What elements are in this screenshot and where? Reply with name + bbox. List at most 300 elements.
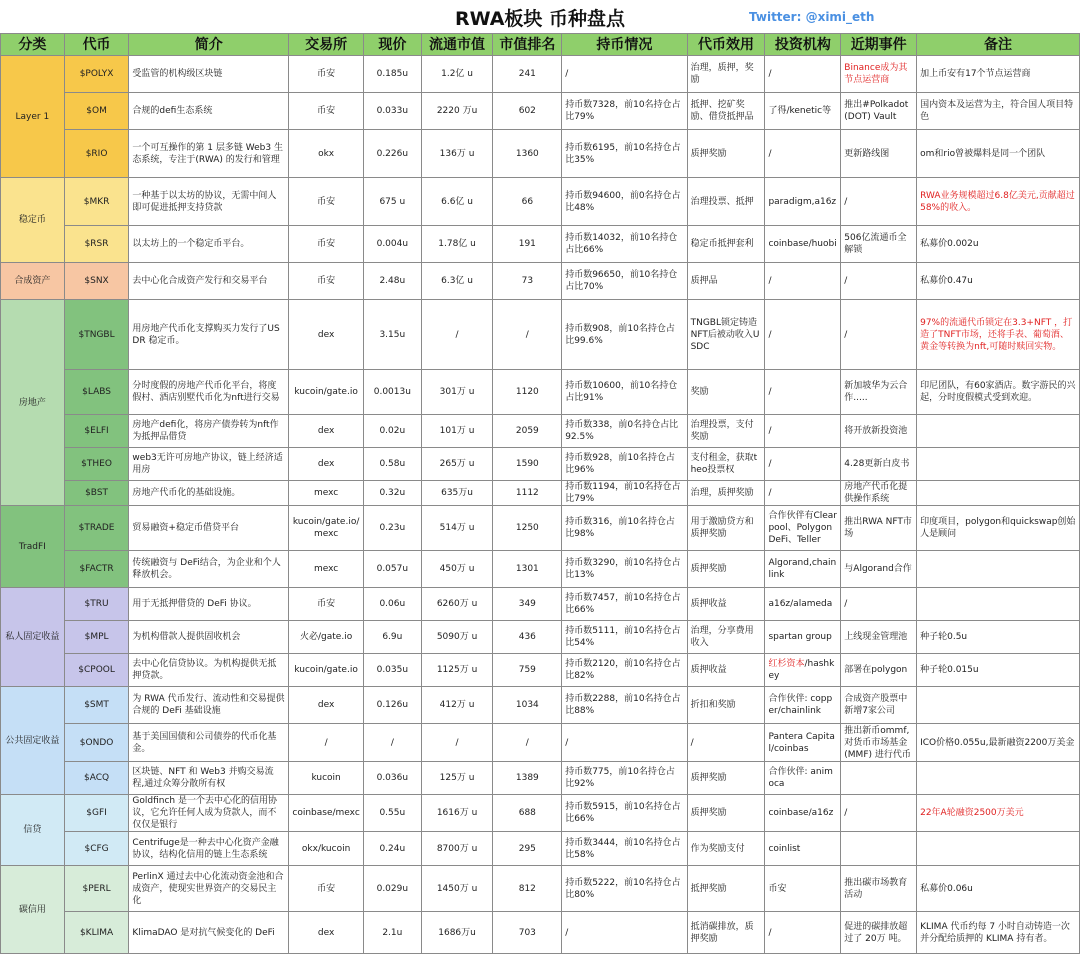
exchange-cell: mexc [289,551,364,588]
market-cap-cell: 1450万 u [421,866,493,912]
token-cell: $PERL [64,866,129,912]
price-cell: 0.02u [364,415,422,448]
token-cell: $BST [64,481,129,506]
intro-cell: KlimaDAO 是对抗气候变化的 DeFi [129,912,289,954]
rank-cell: 73 [493,263,562,300]
token-cell: $TNGBL [64,300,129,370]
note-cell [917,762,1080,795]
utility-cell: 用于激励贷方和质押奖励 [687,506,765,551]
holding-cell: 持币数775，前10名持仓占比92% [562,762,687,795]
intro-cell: 分时度假的房地产代币化平台，将度假村、酒店别墅代币化为nft进行交易 [129,370,289,415]
table-row [1,795,1080,832]
investor-cell: 了得/kenetic等 [765,93,841,130]
holding-cell: / [562,724,687,762]
investor-cell: 合作伙伴有Clearpool、Polygon DeFi、Teller [765,506,841,551]
price-cell: 0.226u [364,130,422,178]
col-header-event: 近期事件 [841,34,917,56]
holding-cell: 持币数14032，前10名持仓占比66% [562,226,687,263]
utility-cell: 治理，质押奖励 [687,481,765,506]
event-cell: 促进的碳排放超过了 20万 吨。 [841,912,917,954]
market-cap-cell: 8700万 u [421,832,493,866]
rank-cell: 436 [493,621,562,654]
intro-cell: 去中心化信贷协议。为机构提供无抵押贷款。 [129,654,289,687]
intro-cell: web3无许可房地产协议，链上经济适用房 [129,448,289,481]
price-cell: 0.0013u [364,370,422,415]
event-cell: 推出碳市场教育活动 [841,866,917,912]
intro-cell: 一个可互操作的第 1 层多链 Web3 生态系统，专注于(RWA) 的发行和管理 [129,130,289,178]
token-cell: $MPL [64,621,129,654]
investor-cell: / [765,370,841,415]
price-cell: 0.06u [364,588,422,621]
exchange-cell: dex [289,448,364,481]
price-cell: 0.126u [364,687,422,724]
utility-cell: 质押奖励 [687,795,765,832]
exchange-cell: dex [289,912,364,954]
holding-cell: 持币数2288，前10名持仓占比88% [562,687,687,724]
holding-cell: 持币数5915，前10名持仓占比66% [562,795,687,832]
investor-rest: /hashkey [768,659,835,681]
price-cell: 2.48u [364,263,422,300]
rank-cell: 688 [493,795,562,832]
exchange-cell: 币安 [289,866,364,912]
intro-cell: 为 RWA 代币发行、流动性和交易提供合规的 DeFi 基础设施 [129,687,289,724]
intro-cell: 以太坊上的一个稳定币平台。 [129,226,289,263]
market-cap-cell: 301万 u [421,370,493,415]
note-cell: 私募价0.06u [917,866,1080,912]
price-cell: 0.004u [364,226,422,263]
price-cell: 0.057u [364,551,422,588]
holding-cell: 持币数2120，前10名持仓占比82% [562,654,687,687]
market-cap-cell: 1.78亿 u [421,226,493,263]
col-header-intro: 简介 [129,34,289,56]
price-cell: 3.15u [364,300,422,370]
holding-cell: 持币数7457，前10名持仓占比66% [562,588,687,621]
token-cell: $ACQ [64,762,129,795]
utility-cell: 质押奖励 [687,130,765,178]
table-row [1,226,1080,263]
note-cell: 种子轮0.5u [917,621,1080,654]
intro-cell: 用于无抵押借贷的 DeFi 协议。 [129,588,289,621]
note-cell [917,687,1080,724]
event-cell: 推出#Polkadot (DOT) Vault [841,93,917,130]
rank-cell: 295 [493,832,562,866]
token-cell: $POLYX [64,56,129,93]
holding-cell: 持币数908，前10名持仓占比99.6% [562,300,687,370]
rank-cell: 1112 [493,481,562,506]
market-cap-cell: 412万 u [421,687,493,724]
table-row [1,762,1080,795]
holding-cell: 持币数1194，前10名持仓占比79% [562,481,687,506]
exchange-cell: okx/kucoin [289,832,364,866]
market-cap-cell: 1125万 u [421,654,493,687]
investor-cell: coinbase/a16z [765,795,841,832]
note-cell [917,832,1080,866]
table-row [1,687,1080,724]
rank-cell: 2059 [493,415,562,448]
category-cell: 房地产 [1,300,65,506]
note-cell: 加上币安有17个节点运营商 [917,56,1080,93]
token-table [0,33,1080,954]
investor-cell: spartan group [765,621,841,654]
exchange-cell: 币安 [289,178,364,226]
note-cell: om和rio曾被爆料是同一个团队 [917,130,1080,178]
exchange-cell: kucoin [289,762,364,795]
note-cell: 私募价0.002u [917,226,1080,263]
token-cell: $KLIMA [64,912,129,954]
exchange-cell: coinbase/mexc [289,795,364,832]
event-cell: 新加坡华为云合作..... [841,370,917,415]
event-cell: / [841,178,917,226]
holding-cell: 持币数6195，前10名持仓占比35% [562,130,687,178]
market-cap-cell: 635万u [421,481,493,506]
investor-cell: 币安 [765,866,841,912]
note-cell: 国内资本及运营为主，符合国人项目特色 [917,93,1080,130]
token-cell: $ELFI [64,415,129,448]
event-cell [841,832,917,866]
utility-cell: 质押收益 [687,588,765,621]
note-cell: 印度项目，polygon和quickswap创始人是顾问 [917,506,1080,551]
rank-cell: 602 [493,93,562,130]
category-cell: 碳信用 [1,866,65,954]
investor-cell: a16z/alameda [765,588,841,621]
rank-cell: 1301 [493,551,562,588]
utility-cell: 质押品 [687,263,765,300]
investor-cell: paradigm,a16z [765,178,841,226]
token-cell: $RSR [64,226,129,263]
twitter-handle[interactable]: Twitter: @ximi_eth [749,10,875,24]
event-cell: / [841,795,917,832]
event-cell: 推出RWA NFT市场 [841,506,917,551]
table-row [1,912,1080,954]
event-cell: / [841,588,917,621]
table-row [1,506,1080,551]
holding-cell: 持币数338，前0名持仓占比92.5% [562,415,687,448]
event-cell: 上线现金管理池 [841,621,917,654]
event-cell: 506亿流通币全解锁 [841,226,917,263]
rank-cell: 1250 [493,506,562,551]
table-row [1,724,1080,762]
utility-cell: 奖励 [687,370,765,415]
event-cell: 与Algorand合作 [841,551,917,588]
table-body [1,56,1080,954]
col-header-token: 代币 [64,34,129,56]
exchange-cell: dex [289,300,364,370]
rank-cell: 1034 [493,687,562,724]
price-cell: 675 u [364,178,422,226]
investor-cell: 合作伙伴: copper/chainlink [765,687,841,724]
investor-cell: / [765,300,841,370]
event-cell: 合成资产股票中新增7家公司 [841,687,917,724]
investor-cell: Pantera Capital/coinbas [765,724,841,762]
exchange-cell: mexc [289,481,364,506]
intro-cell: 受监管的机构级区块链 [129,56,289,93]
category-cell: 信贷 [1,795,65,866]
table-row [1,551,1080,588]
event-cell: 房地产代币化提供操作系统 [841,481,917,506]
price-cell: 0.035u [364,654,422,687]
token-cell: $CFG [64,832,129,866]
exchange-cell: dex [289,415,364,448]
rank-cell: 759 [493,654,562,687]
price-cell: 0.32u [364,481,422,506]
intro-cell: 用房地产代币化支撑购买力发行了USDR 稳定币。 [129,300,289,370]
utility-cell: 质押奖励 [687,762,765,795]
table-row [1,654,1080,687]
price-cell: 0.55u [364,795,422,832]
holding-cell: / [562,912,687,954]
holding-cell: 持币数3444，前10名持仓占比58% [562,832,687,866]
holding-cell: 持币数316，前10名持仓占比98% [562,506,687,551]
utility-cell: 抵消碳排放，质押奖励 [687,912,765,954]
market-cap-cell: / [421,724,493,762]
utility-cell: 稳定币抵押套利 [687,226,765,263]
utility-cell: 治理投票、抵押 [687,178,765,226]
table-row [1,832,1080,866]
rank-cell: 812 [493,866,562,912]
market-cap-cell: 101万 u [421,415,493,448]
market-cap-cell: / [421,300,493,370]
price-cell: 0.036u [364,762,422,795]
price-cell: 2.1u [364,912,422,954]
market-cap-cell: 514万 u [421,506,493,551]
market-cap-cell: 6.6亿 u [421,178,493,226]
market-cap-cell: 6260万 u [421,588,493,621]
rank-cell: / [493,724,562,762]
col-header-price: 现价 [364,34,422,56]
investor-cell: / [765,415,841,448]
table-row [1,263,1080,300]
exchange-cell: kucoin/gate.io [289,654,364,687]
token-cell: $SMT [64,687,129,724]
utility-cell: 质押奖励 [687,551,765,588]
rank-cell: 241 [493,56,562,93]
intro-cell: 传统融资与 DeFi结合，为企业和个人释放机会。 [129,551,289,588]
exchange-cell: 币安 [289,226,364,263]
market-cap-cell: 265万 u [421,448,493,481]
investor-cell [765,654,841,687]
utility-cell: 作为奖励支付 [687,832,765,866]
col-header-category: 分类 [1,34,65,56]
page-header [0,0,1080,33]
holding-cell: 持币数5222，前10名持仓占比80% [562,866,687,912]
token-cell: $OM [64,93,129,130]
event-cell: 部署在polygon [841,654,917,687]
page-title: RWA板块 币种盘点 [454,8,626,30]
intro-cell: 房地产代币化的基础设施。 [129,481,289,506]
intro-cell: 房地产defi化，将房产债券转为nft作为抵押品借贷 [129,415,289,448]
rank-cell: 1590 [493,448,562,481]
holding-cell: 持币数928，前10名持仓占比96% [562,448,687,481]
token-cell: $RIO [64,130,129,178]
utility-cell: 抵押、挖矿奖励、借贷抵押品 [687,93,765,130]
table-row [1,588,1080,621]
investor-cell: coinbase/huobi [765,226,841,263]
investor-cell: / [765,448,841,481]
event-cell: Binance成为其节点运营商 [841,56,917,93]
utility-cell: 抵押奖励 [687,866,765,912]
price-cell: 0.58u [364,448,422,481]
investor-cell: / [765,130,841,178]
category-cell: TradFI [1,506,65,588]
table-row [1,481,1080,506]
investor-cell: / [765,481,841,506]
token-cell: $FACTR [64,551,129,588]
intro-cell: 区块链、NFT 和 Web3 并购交易流程,通过众筹分散所有权 [129,762,289,795]
rank-cell: 349 [493,588,562,621]
market-cap-cell: 450万 u [421,551,493,588]
rank-cell: 66 [493,178,562,226]
intro-cell: Centrifuge是一种去中心化资产金融协议，结构化信用的链上生态系统 [129,832,289,866]
table-row [1,300,1080,370]
utility-cell: 质押收益 [687,654,765,687]
market-cap-cell: 2220 万u [421,93,493,130]
token-cell: $ONDO [64,724,129,762]
price-cell: 0.23u [364,506,422,551]
token-cell: $GFI [64,795,129,832]
investor-highlight: 红杉资本 [768,659,805,669]
rank-cell: 1360 [493,130,562,178]
table-row [1,621,1080,654]
investor-cell: Algorand,chainlink [765,551,841,588]
table-row [1,56,1080,93]
category-cell: 稳定币 [1,178,65,263]
exchange-cell: / [289,724,364,762]
intro-cell: PerlinX 通过去中心化流动资金池和合成资产，使现实世界资产的交易民主化 [129,866,289,912]
exchange-cell: 币安 [289,93,364,130]
token-cell: $TRADE [64,506,129,551]
note-cell: 22年A轮融资2500万美元 [917,795,1080,832]
price-cell: 0.24u [364,832,422,866]
rank-cell: 1120 [493,370,562,415]
holding-cell: 持币数7328，前10名持仓占比79% [562,93,687,130]
col-header-note: 备注 [917,34,1080,56]
col-header-holding: 持币情况 [562,34,687,56]
investor-cell: coinlist [765,832,841,866]
rank-cell: 1389 [493,762,562,795]
investor-cell: / [765,912,841,954]
rank-cell: / [493,300,562,370]
holding-cell: 持币数10600，前10名持仓占比91% [562,370,687,415]
exchange-cell: 币安 [289,263,364,300]
event-cell: 将开放新投资池 [841,415,917,448]
intro-cell: 贸易融资+稳定币借贷平台 [129,506,289,551]
note-cell: KLIMA 代币约每 7 小时自动铸造一次并分配给质押的 KLIMA 持有者。 [917,912,1080,954]
table-row [1,415,1080,448]
holding-cell: / [562,56,687,93]
price-cell: 0.033u [364,93,422,130]
table-header-row [1,34,1080,56]
utility-cell: 治理，分享费用收入 [687,621,765,654]
event-cell: 4.28更新白皮书 [841,448,917,481]
price-cell: 6.9u [364,621,422,654]
table-row [1,178,1080,226]
note-cell: 97%的流通代币锁定在3.3+NFT ，打造了TNFT市场，还将手表、葡萄酒、黄金等转换为nft,可随时赎回实物。 [917,300,1080,370]
note-cell [917,588,1080,621]
note-cell [917,481,1080,506]
utility-cell: / [687,724,765,762]
event-cell: 推出新币ommf,对货币市场基金(MMF) 进行代币 [841,724,917,762]
utility-cell: TNGBL锁定铸造NFT后被动收入USDC [687,300,765,370]
note-cell [917,448,1080,481]
utility-cell: 治理投票，支付奖励 [687,415,765,448]
table-row [1,93,1080,130]
note-cell: 私募价0.47u [917,263,1080,300]
col-header-utility: 代币效用 [687,34,765,56]
event-cell: 更新路线图 [841,130,917,178]
exchange-cell: kucoin/gate.io/mexc [289,506,364,551]
investor-cell: / [765,263,841,300]
col-header-rank: 市值排名 [493,34,562,56]
market-cap-cell: 136万 u [421,130,493,178]
exchange-cell: dex [289,687,364,724]
note-cell [917,551,1080,588]
market-cap-cell: 6.3亿 u [421,263,493,300]
note-cell [917,415,1080,448]
intro-cell: Goldfinch 是一个去中心化的信用协议，它允许任何人成为贷款人，而不仅仅是银行 [129,795,289,832]
holding-cell: 持币数3290，前10名持仓占比13% [562,551,687,588]
col-header-exchange: 交易所 [289,34,364,56]
token-cell: $CPOOL [64,654,129,687]
table-row [1,448,1080,481]
token-cell: $THEO [64,448,129,481]
category-cell: 私人固定收益 [1,588,65,687]
exchange-cell: 币安 [289,588,364,621]
category-cell: 合成资产 [1,263,65,300]
rank-cell: 191 [493,226,562,263]
holding-cell: 持币数94600，前0名持仓占比48% [562,178,687,226]
category-cell: Layer 1 [1,56,65,178]
col-header-market-cap: 流通市值 [421,34,493,56]
event-cell: / [841,300,917,370]
holding-cell: 持币数96650，前10名持仓占比70% [562,263,687,300]
category-cell: 公共固定收益 [1,687,65,795]
utility-cell: 支付租金，获取theo投票权 [687,448,765,481]
table-row [1,866,1080,912]
price-cell: 0.029u [364,866,422,912]
utility-cell: 治理，质押，奖励 [687,56,765,93]
holding-cell: 持币数5111，前10名持仓占比54% [562,621,687,654]
intro-cell: 合规的defi生态系统 [129,93,289,130]
market-cap-cell: 1.2亿 u [421,56,493,93]
event-cell [841,762,917,795]
intro-cell: 去中心化合成资产发行和交易平台 [129,263,289,300]
market-cap-cell: 125万 u [421,762,493,795]
market-cap-cell: 5090万 u [421,621,493,654]
token-cell: $SNX [64,263,129,300]
exchange-cell: 火必/gate.io [289,621,364,654]
token-cell: $MKR [64,178,129,226]
exchange-cell: okx [289,130,364,178]
note-cell: ICO价格0.055u,最新融资2200万美金 [917,724,1080,762]
col-header-investor: 投资机构 [765,34,841,56]
price-cell: / [364,724,422,762]
intro-cell: 为机构借款人提供固收机会 [129,621,289,654]
exchange-cell: kucoin/gate.io [289,370,364,415]
table-row [1,370,1080,415]
token-cell: $TRU [64,588,129,621]
intro-cell: 基于美国国债和公司债券的代币化基金。 [129,724,289,762]
price-cell: 0.185u [364,56,422,93]
exchange-cell: 币安 [289,56,364,93]
note-cell: RWA业务规模超过6.8亿美元,贡献超过58%的收入。 [917,178,1080,226]
utility-cell: 折扣和奖励 [687,687,765,724]
investor-cell: / [765,56,841,93]
note-cell: 种子轮0.015u [917,654,1080,687]
token-cell: $LABS [64,370,129,415]
note-cell: 印尼团队，有60家酒店。数字游民的兴起，分时度假模式受到欢迎。 [917,370,1080,415]
event-cell: / [841,263,917,300]
rank-cell: 703 [493,912,562,954]
